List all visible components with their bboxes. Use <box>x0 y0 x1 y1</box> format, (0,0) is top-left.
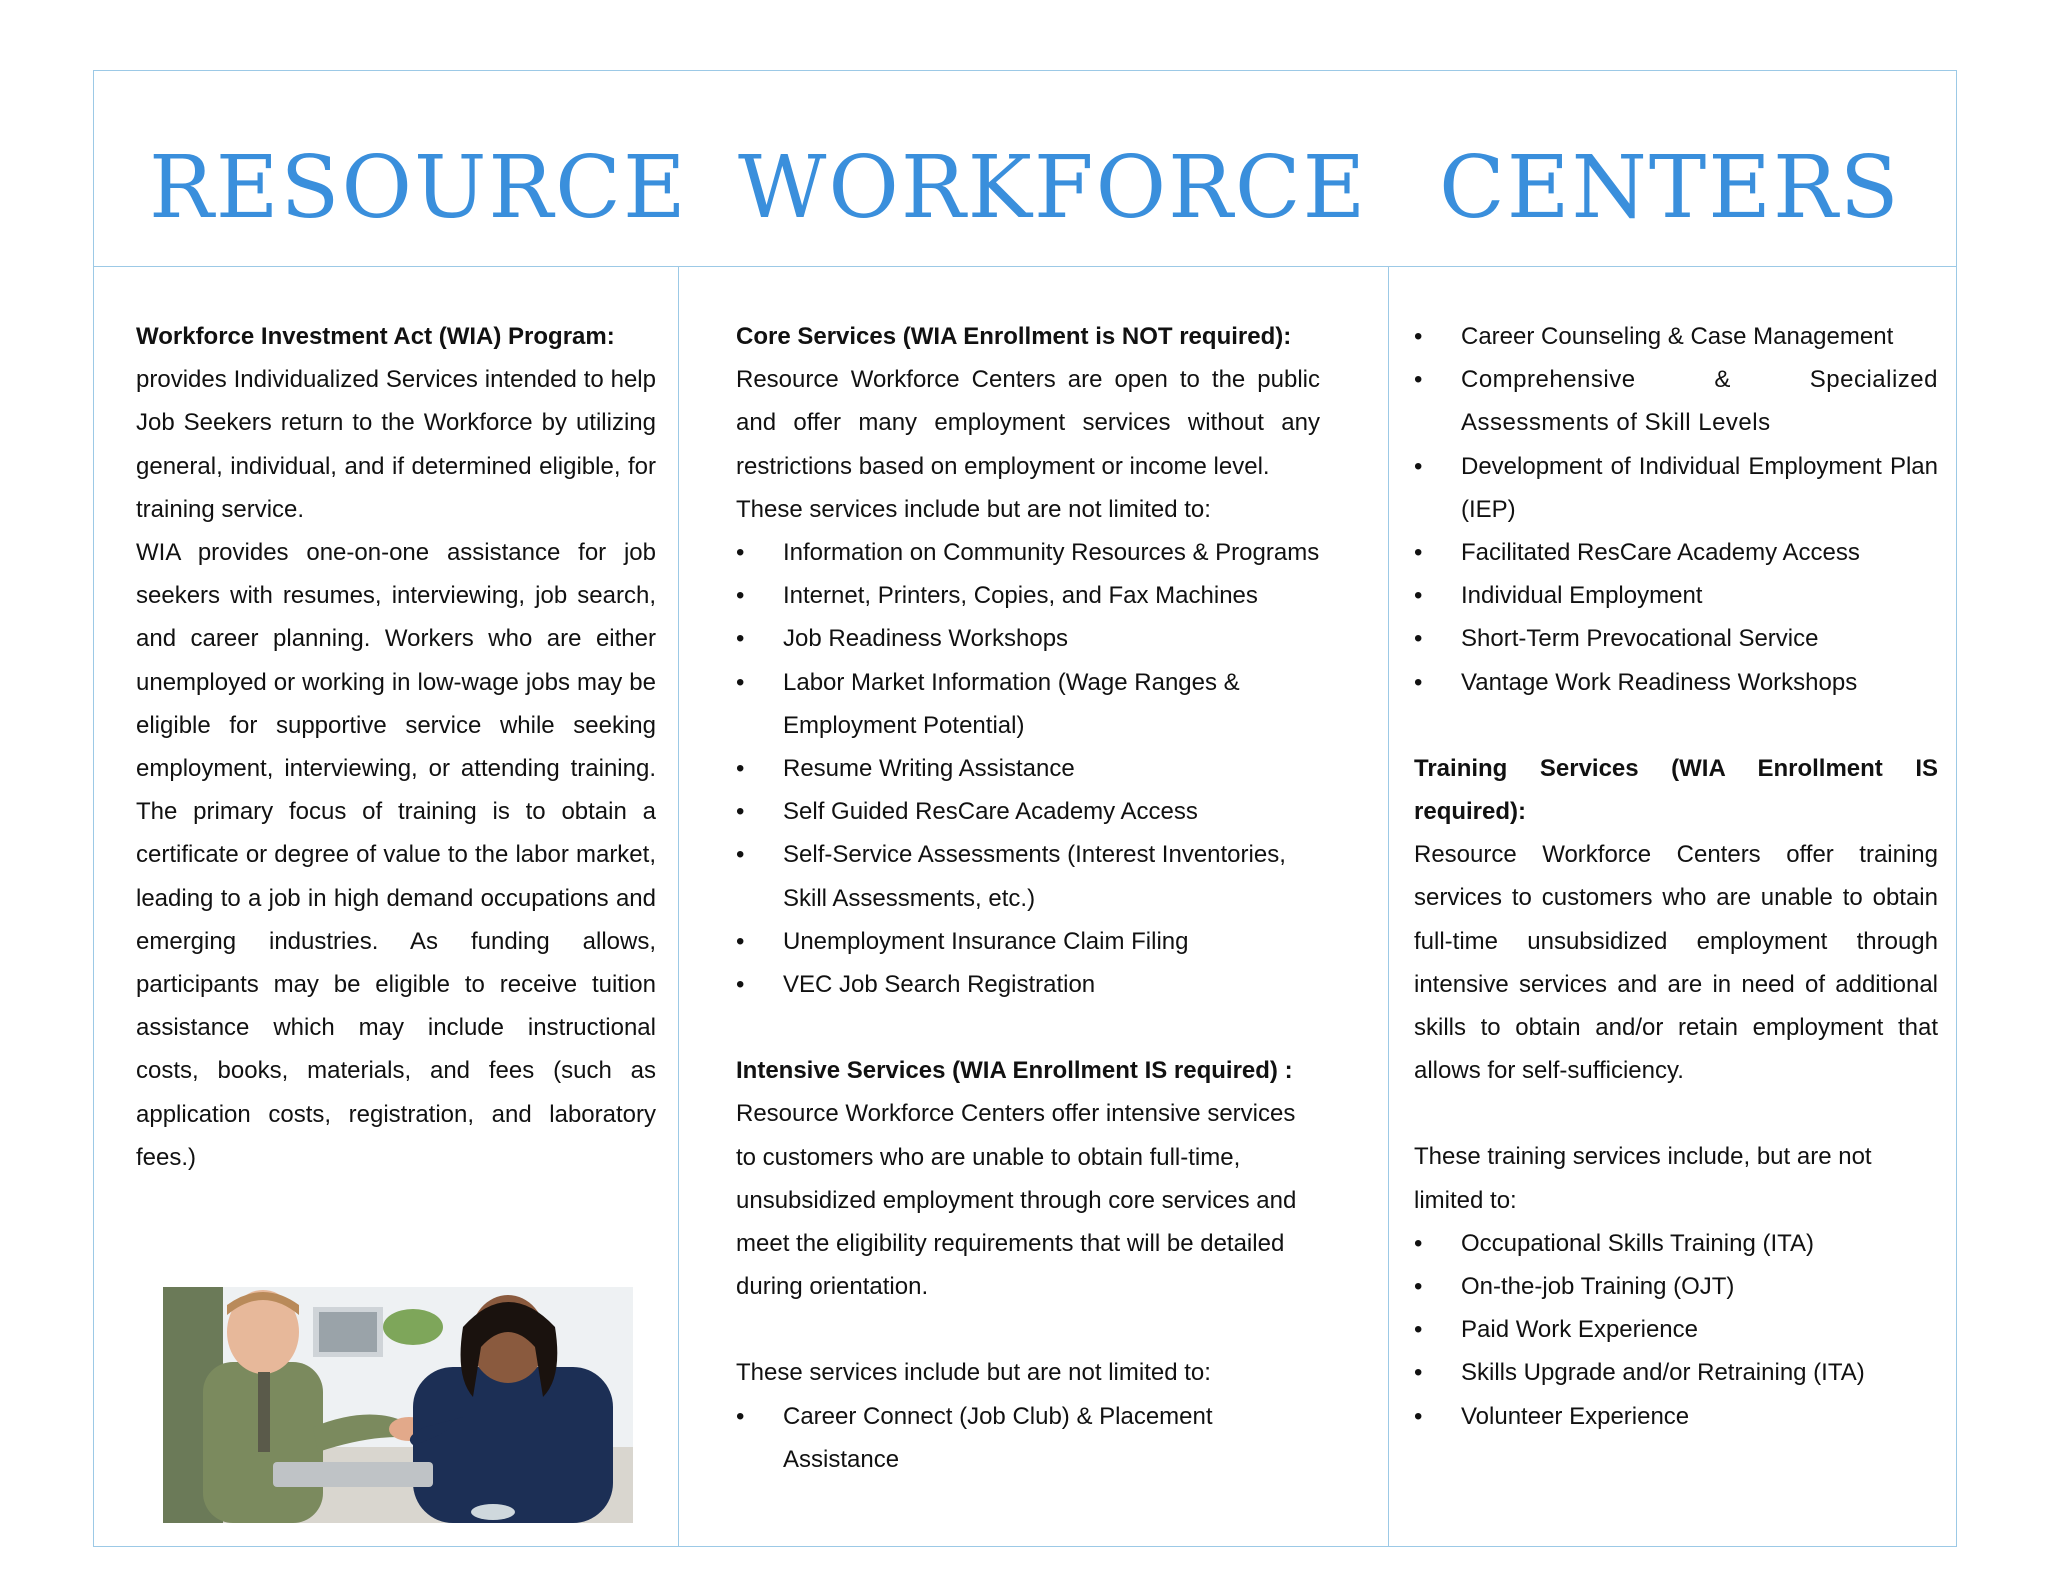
list-item: • Career Connect (Job Club) & Placement Assistance <box>736 1395 1320 1481</box>
list-item: • Skills Upgrade and/or Retraining (ITA) <box>1414 1351 1938 1394</box>
intensive-services-continued-list <box>1414 315 1938 704</box>
training-services-list <box>1414 1222 1938 1438</box>
column-training <box>1414 315 1938 1438</box>
list-item: • Internet, Printers, Copies, and Fax Machines <box>736 574 1320 617</box>
intensive-services-paragraph: Resource Workforce Centers offer intensive services to customers who are unable to obtain full-time, unsubsidized employment through core services and meet the eligibility requirements that will be detailed during orientation. <box>736 1100 1297 1301</box>
core-services-paragraph: Resource Workforce Centers are open to the public and offer many employment services without any restrictions based on employment or income level. <box>736 366 1320 480</box>
intensive-services-list <box>736 1395 1320 1481</box>
list-item: • Self-Service Assessments (Interest Inventories, Skill Assessments, etc.) <box>736 833 1320 919</box>
handshake-illustration-icon <box>163 1287 633 1523</box>
list-item: • Facilitated ResCare Academy Access <box>1414 531 1938 574</box>
list-item: • Paid Work Experience <box>1414 1308 1938 1351</box>
training-services-paragraph: Resource Workforce Centers offer training services to customers who are unable to obtain full-time unsubsidized employment through intensive services and are in need of additional skills to obtain and/or retain employment that allows for self-sufficiency. <box>1414 841 1938 1085</box>
wia-detail-paragraph: WIA provides one-on-one assistance for job seekers with resumes, interviewing, job search, and career planning. Workers who are either unemployed or working in low-wage jobs may be eligible for supportive service while seeking employment, interviewing, or attending training. The primary focus of training is to obtain a certificate or degree of value to the labor market, leading to a job in high demand occupations and emerging industries. As funding allows, participants may be eligible to receive tuition assistance which may include instructional costs, books, materials, and fees (such as application costs, registration, and laboratory fees.) <box>136 539 656 1171</box>
list-item: • Labor Market Information (Wage Ranges & Employment Potential) <box>736 661 1320 747</box>
column-divider <box>678 267 679 1547</box>
list-item: • Occupational Skills Training (ITA) <box>1414 1222 1938 1265</box>
core-services-heading: Core Services (WIA Enrollment is NOT required): <box>736 323 1292 350</box>
list-item: • Self Guided ResCare Academy Access <box>736 790 1320 833</box>
title-word-centers: CENTERS <box>1439 138 1901 238</box>
intensive-services-intro: These services include but are not limited to: <box>736 1359 1211 1387</box>
list-item: • On-the-job Training (OJT) <box>1414 1265 1938 1308</box>
training-services-intro: These training services include, but are not limited to: <box>1414 1143 1872 1214</box>
list-item: • Comprehensive & Specialized Assessments of Skill Levels <box>1414 358 1938 444</box>
intensive-services-heading: Intensive Services (WIA Enrollment IS required) : <box>736 1057 1293 1085</box>
list-item: • Individual Employment <box>1414 574 1938 617</box>
list-item: • Short-Term Prevocational Service <box>1414 617 1938 660</box>
list-item: • Information on Community Resources & Programs <box>736 531 1320 574</box>
list-item: • Job Readiness Workshops <box>736 617 1320 660</box>
column-core-intensive <box>736 315 1320 1481</box>
core-services-intro: These services include but are not limited to: <box>736 495 1211 523</box>
list-item: • VEC Job Search Registration <box>736 963 1320 1006</box>
title-word-workforce: WORKFORCE <box>738 138 1368 238</box>
list-item: • Unemployment Insurance Claim Filing <box>736 920 1320 963</box>
wia-intro-paragraph: provides Individualized Services intended to help Job Seekers return to the Workforce by utilizing general, individual, and if determined eligible, for training service. <box>136 366 656 523</box>
list-item: • Career Counseling & Case Management <box>1414 315 1938 358</box>
list-item: • Vantage Work Readiness Workshops <box>1414 661 1938 704</box>
column-divider <box>1388 267 1389 1547</box>
list-item: • Development of Individual Employment Plan (IEP) <box>1414 445 1938 531</box>
handshake-photo <box>163 1287 633 1523</box>
title-word-resource: RESOURCE <box>149 138 688 238</box>
list-item: • Resume Writing Assistance <box>736 747 1320 790</box>
title-banner <box>93 70 1957 267</box>
training-services-heading: Training Services (WIA Enrollment IS required): <box>1414 754 1938 826</box>
column-wia <box>136 315 656 1179</box>
core-services-list <box>736 531 1320 1006</box>
wia-heading: Workforce Investment Act (WIA) Program: <box>136 323 615 350</box>
list-item: • Volunteer Experience <box>1414 1395 1938 1438</box>
